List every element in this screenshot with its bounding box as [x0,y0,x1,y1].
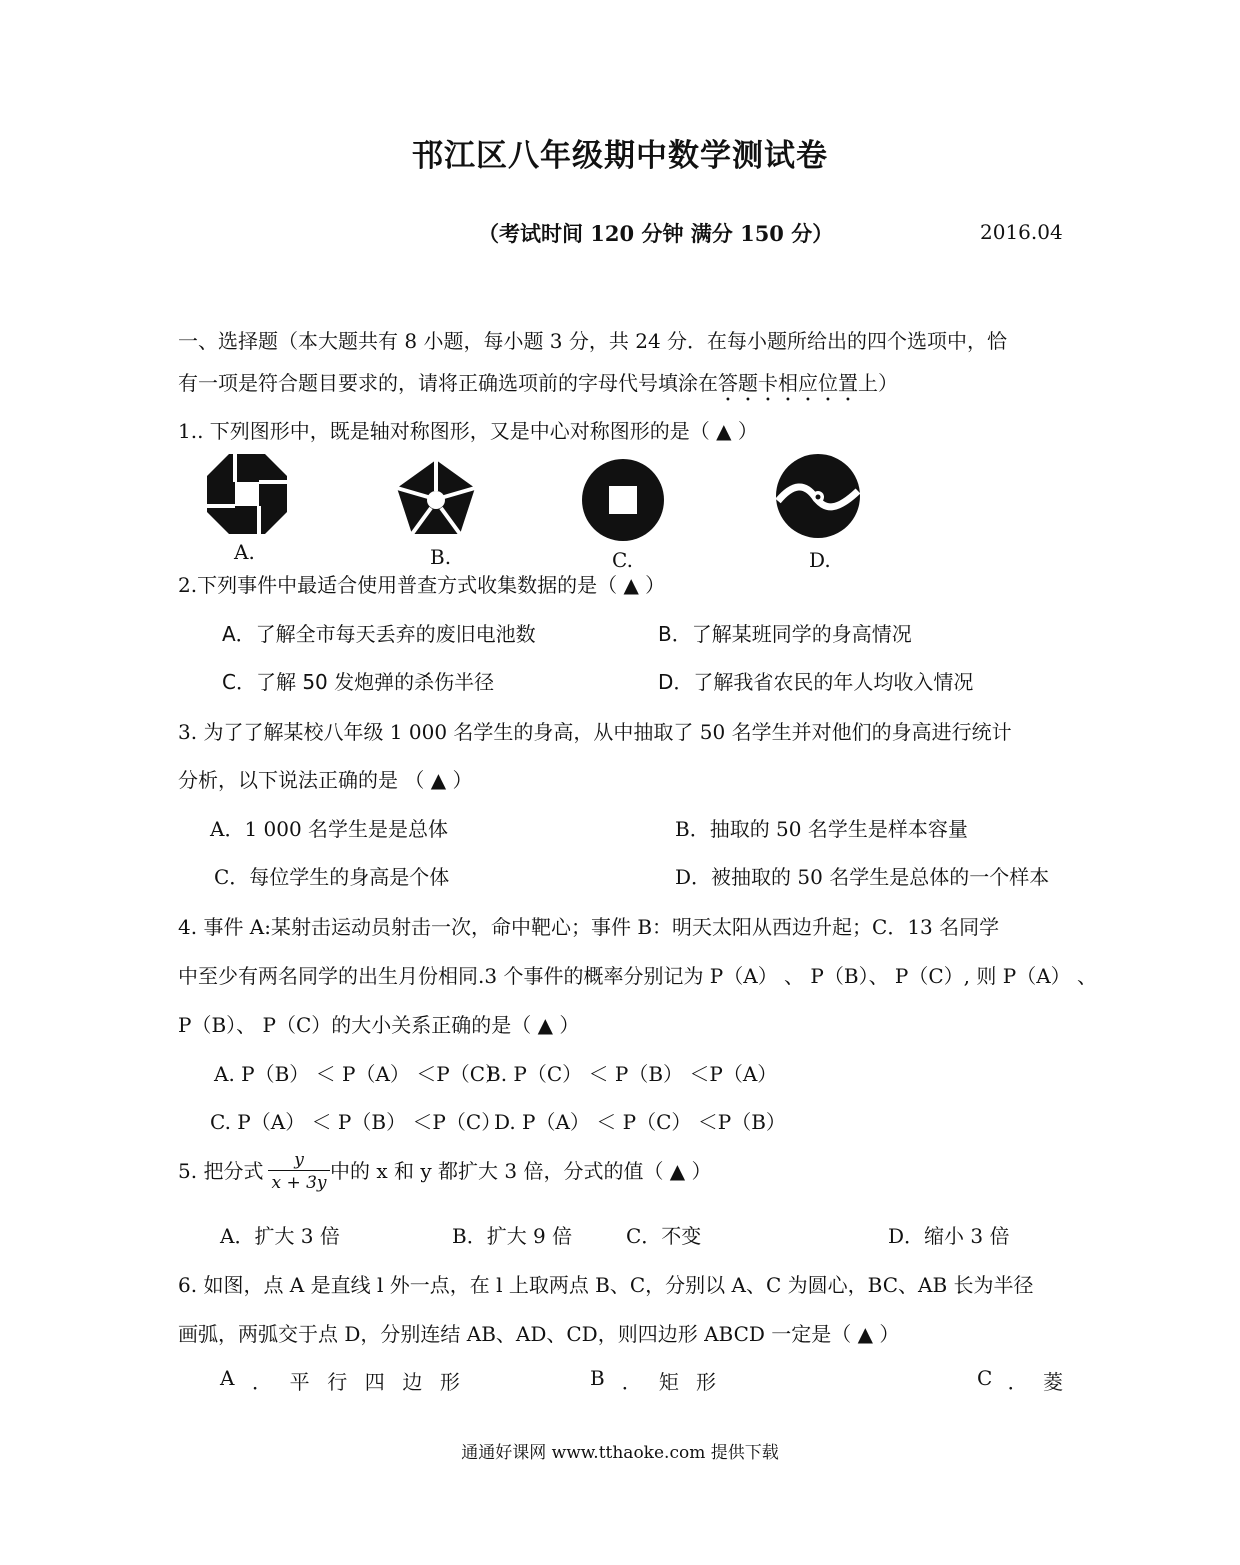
q6-option-c [977,1366,1063,1395]
pentagon-flower-icon [395,458,477,536]
q6-option-b [590,1366,716,1395]
q4-line1: 4. 事件 A:某射击运动员射击一次，命中靶心；事件 B：明天太阳从西边升起；C．13 名同学 [178,915,1000,939]
q6-line2: 画弧，两弧交于点 D，分别连结 AB、AD、CD，则四边形 ABCD 一定是（ ▲ ） [178,1322,900,1346]
q6-b-char: 形 [695,1370,716,1394]
q6-c-char: ． [1007,1370,1028,1394]
q1-option-c-label: C. [612,548,633,572]
q2-option-b: B．了解某班同学的身高情况 [658,622,912,646]
q6-b-char: ． [621,1370,642,1394]
q6-line1: 6. 如图，点 A 是直线 l 外一点，在 l 上取两点 B、C，分别以 A、C 为圆心，BC、AB 长为半径 [178,1273,1034,1297]
q3-option-a: A．1 000 名学生是是总体 [210,817,449,841]
fraction-numerator: y [268,1150,330,1171]
q5-option-b: B．扩大 9 倍 [452,1224,573,1248]
q3-option-c: C．每位学生的身高是个体 [214,865,450,889]
q6-a-char: ． [252,1370,273,1394]
q4-line2: 中至少有两名同学的出生月份相同.3 个事件的概率分别记为 P（A） 、 P（B）、 P（C）, 则 P（A） 、 [178,964,1098,988]
heading-text-b: 上） [858,371,898,395]
q1-option-a-label: A. [234,540,255,564]
q6-a-char: 平 [289,1370,310,1394]
q3-line1: 3. 为了了解某校八年级 1 000 名学生的身高，从中抽取了 50 名学生并对他们的身高进行统计 [178,720,1012,744]
q5-fraction [268,1150,330,1193]
q1-option-d-label: D. [809,548,831,572]
q2-option-d: D．了解我省农民的年人均收入情况 [658,670,974,694]
chase-octagon-icon [205,452,289,536]
q6-a-char: 形 [439,1370,460,1394]
q2-option-a: A．了解全市每天丢弃的废旧电池数 [222,622,536,646]
q6-a-char: 行 [327,1370,348,1394]
q6-option-a [220,1366,460,1395]
heading-emphasis: 答题卡相应位置 [718,371,858,395]
q6-a-char: A [220,1366,235,1390]
wave-circle-icon [775,453,861,539]
exam-info: （考试时间 120 分钟 满分 150 分） [478,221,834,246]
q2-option-c: C．了解 50 发炮弹的杀伤半径 [222,670,495,694]
q3-line2: 分析，以下说法正确的是 （ ▲ ） [178,768,473,792]
q5-text-before: 5. 把分式 [178,1159,264,1183]
page-footer: 通通好课网 www.tthaoke.com 提供下载 [461,1443,779,1463]
q5-option-d: D．缩小 3 倍 [888,1224,1010,1248]
q3-option-d: D．被抽取的 50 名学生是总体的一个样本 [675,865,1050,889]
q6-a-char: 边 [402,1370,423,1394]
fraction-denominator: x + 3y [271,1173,327,1193]
q5-option-c: C．不变 [626,1224,702,1248]
section1-heading-line1: 一、选择题（本大题共有 8 小题，每小题 3 分，共 24 分．在每小题所给出的四个选项中，恰 [178,329,1008,353]
heading-text-a: 有一项是符合题目要求的，请将正确选项前的字母代号填涂在 [178,371,718,395]
q4-line3: P（B）、 P（C）的大小关系正确的是（ ▲ ） [178,1013,580,1037]
q4-option-c: C. P（A） ＜ P（B） ＜P（C） [210,1110,502,1134]
q1-text: 1.. 下列图形中，既是轴对称图形，又是中心对称图形的是（ ▲ ） [178,419,758,443]
q2-text: 2.下列事件中最适合使用普查方式收集数据的是（ ▲ ） [178,573,666,597]
q6-b-char: 矩 [658,1370,679,1394]
q4-option-a: A. P（B） ＜ P（A） ＜P（C） [214,1062,506,1086]
q6-c-char: 菱 [1043,1370,1063,1394]
q5-text-after: 中的 x 和 y 都扩大 3 倍，分式的值（ ▲ ） [330,1159,712,1183]
q1-option-b-label: B. [430,545,452,569]
page-title: 邗江区八年级期中数学测试卷 [412,138,828,174]
q5-option-a: A．扩大 3 倍 [220,1224,340,1248]
q6-c-char: C [977,1366,993,1390]
q4-option-b: B. P（C） ＜ P（B） ＜P（A） [486,1062,778,1086]
section1-heading-line2 [178,367,898,406]
q4-option-d: D. P（A） ＜ P（C） ＜P（B） [494,1110,786,1134]
q6-a-char: 四 [364,1370,385,1394]
coin-square-hole-icon [581,458,665,542]
q6-b-char: B [590,1366,605,1390]
exam-date: 2016.04 [980,220,1063,244]
q3-option-b: B．抽取的 50 名学生是样本容量 [675,817,968,841]
